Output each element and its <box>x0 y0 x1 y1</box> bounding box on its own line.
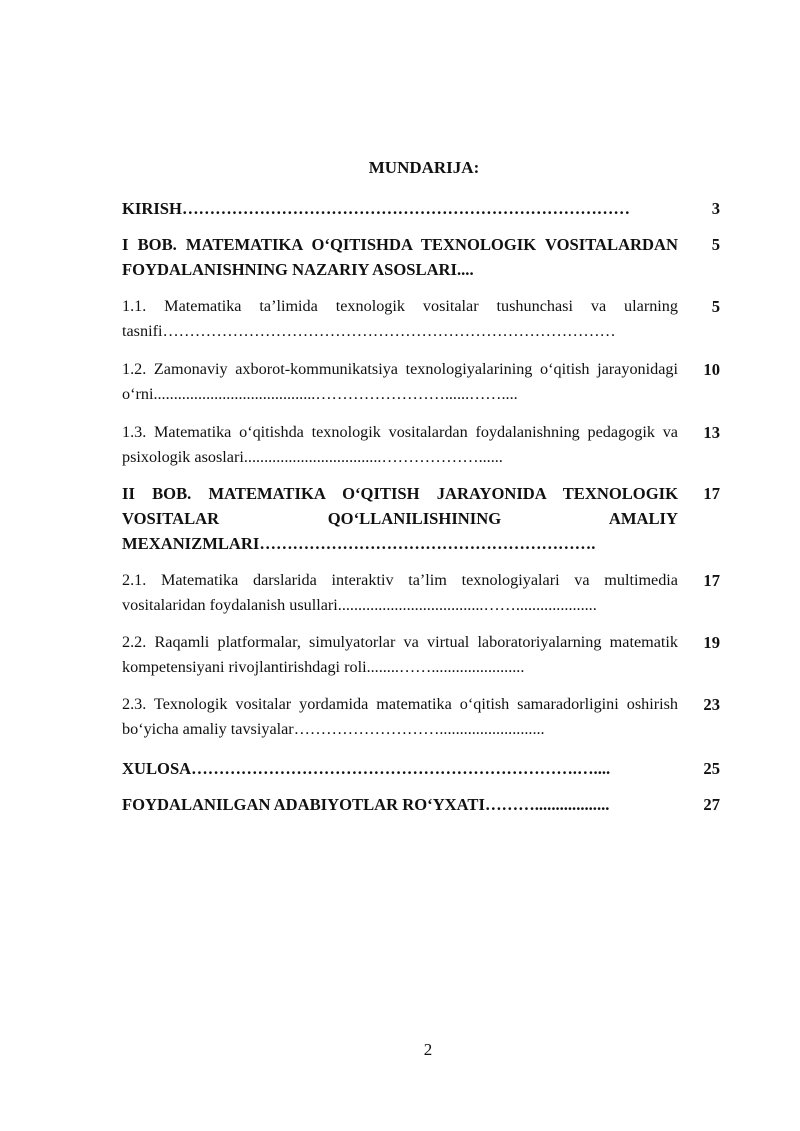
toc-entry-page: 27 <box>703 795 720 814</box>
toc-entry-page: 25 <box>703 759 720 778</box>
toc-entry-section-2-1[interactable] <box>122 568 720 618</box>
toc-entry-page: 17 <box>703 484 720 503</box>
page-title: MUNDARIJA: <box>368 158 480 177</box>
toc-entry-xulosa[interactable] <box>122 756 720 781</box>
toc-entry-page: 23 <box>703 695 720 714</box>
toc-entry-page: 3 <box>711 199 720 218</box>
toc-entry-page: 10 <box>703 360 720 379</box>
toc-entry-title: KIRISH……………………………………………………………………… <box>122 199 630 218</box>
toc-entry-section-1-2[interactable] <box>122 357 720 407</box>
toc-entry-section-2-3[interactable] <box>122 692 720 742</box>
toc-entry-references[interactable] <box>122 792 720 817</box>
toc-entry-title: 2.1. Matematika darslarida interaktiv ta’lim texnologiyalari va multimedia vositalaridan foydalanish usullari....................................…….................... <box>122 571 678 614</box>
toc-entry-page: 5 <box>711 297 720 316</box>
page-number: 2 <box>423 1040 433 1059</box>
toc-entry-page: 17 <box>703 571 720 590</box>
toc-entry-title: II BOB. MATEMATIKA O‘QITISH JARAYONIDA TEXNOLOGIK VOSITALAR QO‘LLANILISHINING AMALIY MEXANIZMLARI……………………………………………………. <box>122 484 678 553</box>
toc-entry-kirish[interactable] <box>122 196 720 221</box>
toc-entry-title: 2.2. Raqamli platformalar, simulyatorlar va virtual laboratoriyalarning matematik kompetensiyani rivojlantirishdagi roli........……....................... <box>122 633 678 676</box>
toc-entry-title: 1.1. Matematika ta’limida texnologik vositalar tushunchasi va ularning tasnifi………………………………………………………………………… <box>122 297 678 340</box>
toc-entry-page: 13 <box>703 423 720 442</box>
toc-entry-page: 5 <box>711 235 720 254</box>
toc-entry-page: 19 <box>703 633 720 652</box>
toc-entry-chapter-1[interactable] <box>122 232 720 282</box>
toc-entry-title: 1.2. Zamonaviy axborot-kommunikatsiya texnologiyalarining o‘qitish jarayonidagi o‘rni........................................……………………......…….... <box>122 360 678 403</box>
toc-entry-section-1-1[interactable] <box>122 294 720 344</box>
toc-entry-section-2-2[interactable] <box>122 630 720 680</box>
toc-entry-title: FOYDALANILGAN ADABIYOTLAR RO‘YXATI……….................. <box>122 795 610 814</box>
toc-entry-title: 1.3. Matematika o‘qitishda texnologik vositalardan foydalanishning pedagogik va psixologik asoslari..................................………………...... <box>122 423 678 466</box>
toc-entry-title: 2.3. Texnologik vositalar yordamida matematika o‘qitish samaradorligini oshirish bo‘yicha amaliy tavsiyalar……………………….......................... <box>122 695 678 738</box>
toc-entry-title: I BOB. MATEMATIKA O‘QITISHDA TEXNOLOGIK VOSITALARDAN FOYDALANISHNING NAZARIY ASOSLARI.... <box>122 235 678 279</box>
toc-entry-chapter-2[interactable] <box>122 481 720 556</box>
toc-entry-title: XULOSA…………………………………………………………….….... <box>122 759 611 778</box>
toc-entry-section-1-3[interactable] <box>122 420 720 470</box>
